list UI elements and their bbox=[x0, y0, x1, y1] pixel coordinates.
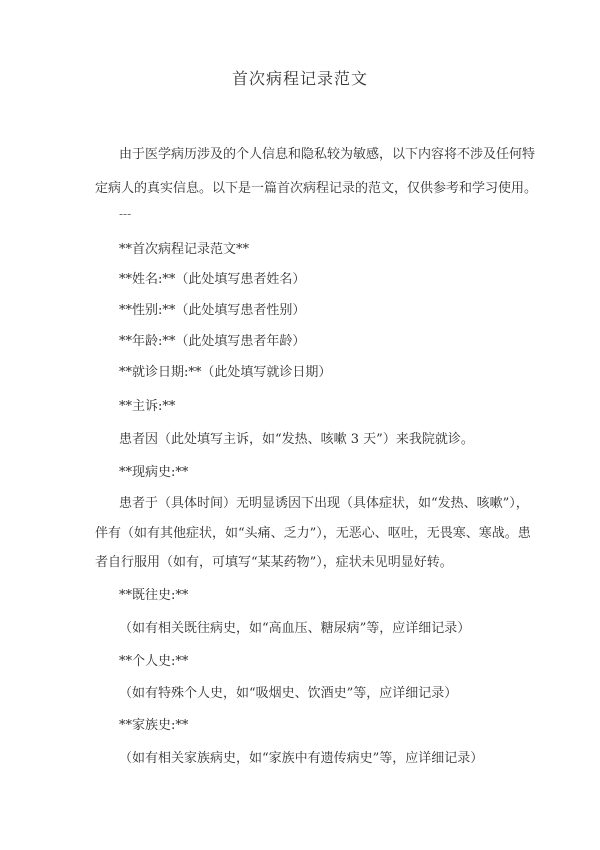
field-name: **姓名:**（此处填写患者姓名） bbox=[119, 272, 306, 287]
field-visit-date: **就诊日期:**（此处填写就诊日期） bbox=[119, 365, 332, 380]
family-history-label: **家族史:** bbox=[119, 718, 189, 733]
field-gender: **性别:**（此处填写患者性别） bbox=[119, 303, 306, 318]
present-illness-line-2: 伴有（如有其他症状，如“头痛、乏力”），无恶心、呕吐，无畏寒、寒战。患 bbox=[95, 526, 531, 541]
field-age: **年龄:**（此处填写患者年龄） bbox=[119, 334, 306, 349]
past-history-label: **既往史:** bbox=[119, 588, 189, 603]
chief-complaint-text: 患者因（此处填写主诉，如“发热、咳嗽 3 天”）来我院就诊。 bbox=[119, 432, 474, 447]
record-heading: **首次病程记录范文** bbox=[119, 242, 250, 257]
family-history-text: （如有相关家族病史，如“家族中有遗传病史”等，应详细记录） bbox=[119, 751, 484, 766]
past-history-text: （如有相关既往病史，如“高血压、糖尿病”等，应详细记录） bbox=[119, 621, 471, 636]
present-illness-line-3: 者自行服用（如有，可填写“某某药物”），症状未见明显好转。 bbox=[95, 555, 453, 570]
intro-line-1: 由于医学病历涉及的个人信息和隐私较为敏感，以下内容将不涉及任何特 bbox=[119, 147, 536, 162]
personal-history-label: **个人史:** bbox=[119, 654, 189, 669]
separator: --- bbox=[119, 207, 132, 221]
intro-line-2: 定病人的真实信息。以下是一篇首次病程记录的范文，仅供参考和学习使用。 bbox=[95, 181, 538, 196]
present-illness-line-1: 患者于（具体时间）无明显诱因下出现（具体症状，如“发热、咳嗽”）， bbox=[119, 496, 529, 511]
personal-history-text: （如有特殊个人史，如“吸烟史、饮酒史”等，应详细记录） bbox=[119, 686, 458, 701]
chief-complaint-label: **主诉:** bbox=[119, 399, 176, 414]
document-title: 首次病程记录范文 bbox=[231, 69, 368, 88]
present-illness-label: **现病史:** bbox=[119, 465, 189, 480]
